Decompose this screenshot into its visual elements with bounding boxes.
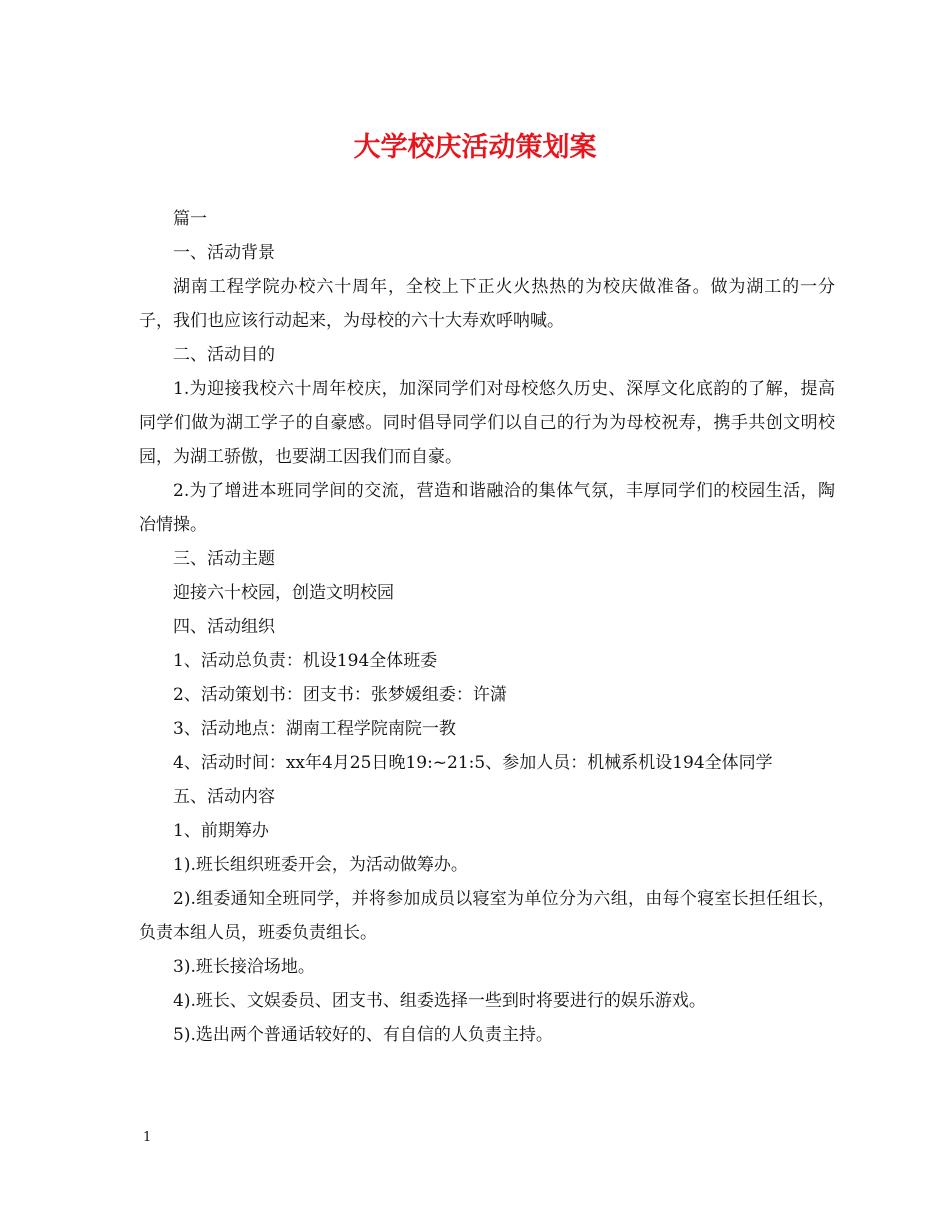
paragraph: 一、活动背景 (173, 243, 275, 263)
paragraph: 3、活动地点：湖南工程学院南院一教 (173, 719, 456, 739)
paragraph: 5).选出两个普通话较好的、有自信的人负责主持。 (173, 1025, 553, 1045)
paragraph: 2.为了增进本班同学间的交流，营造和谐融洽的集体气氛，丰厚同学们的校园生活，陶冶情操。 (139, 481, 835, 535)
paragraph: 迎接六十校园，创造文明校园 (173, 583, 394, 603)
paragraph: 1).班长组织班委开会，为活动做筹办。 (173, 855, 468, 875)
paragraph: 五、活动内容 (173, 787, 275, 807)
paragraph: 4、活动时间：xx年4月25日晚19:~21:5、参加人员：机械系机设194全体同学 (173, 753, 773, 773)
paragraph: 篇一 (173, 209, 207, 229)
paragraph: 2).组委通知全班同学，并将参加成员以寝室为单位分为六组，由每个寝室长担任组长，负责本组人员，班委负责组长。 (139, 889, 835, 943)
paragraph: 二、活动目的 (173, 345, 275, 365)
paragraph: 1.为迎接我校六十周年校庆，加深同学们对母校悠久历史、深厚文化底韵的了解，提高同学们做为湖工学子的自豪感。同时倡导同学们以自己的行为为母校祝寿，携手共创文明校园，为湖工骄傲，也要湖工因我们而自豪。 (139, 379, 835, 467)
document-title: 大学校庆活动策划案 (353, 132, 597, 163)
paragraph: 3).班长接洽场地。 (173, 957, 315, 977)
paragraph: 三、活动主题 (173, 549, 275, 569)
page-number: 1 (143, 1130, 152, 1145)
document-body (139, 202, 835, 1052)
paragraph: 1、活动总负责：机设194全体班委 (173, 651, 438, 671)
paragraph: 2、活动策划书：团支书：张梦媛组委：许潇 (173, 685, 507, 705)
paragraph: 湖南工程学院办校六十周年，全校上下正火火热热的为校庆做准备。做为湖工的一分子，我们也应该行动起来，为母校的六十大寿欢呼呐喊。 (139, 277, 835, 331)
paragraph: 1、前期筹办 (173, 821, 269, 841)
paragraph: 4).班长、文娱委员、团支书、组委选择一些到时将要进行的娱乐游戏。 (173, 991, 706, 1011)
paragraph: 四、活动组织 (173, 617, 275, 637)
